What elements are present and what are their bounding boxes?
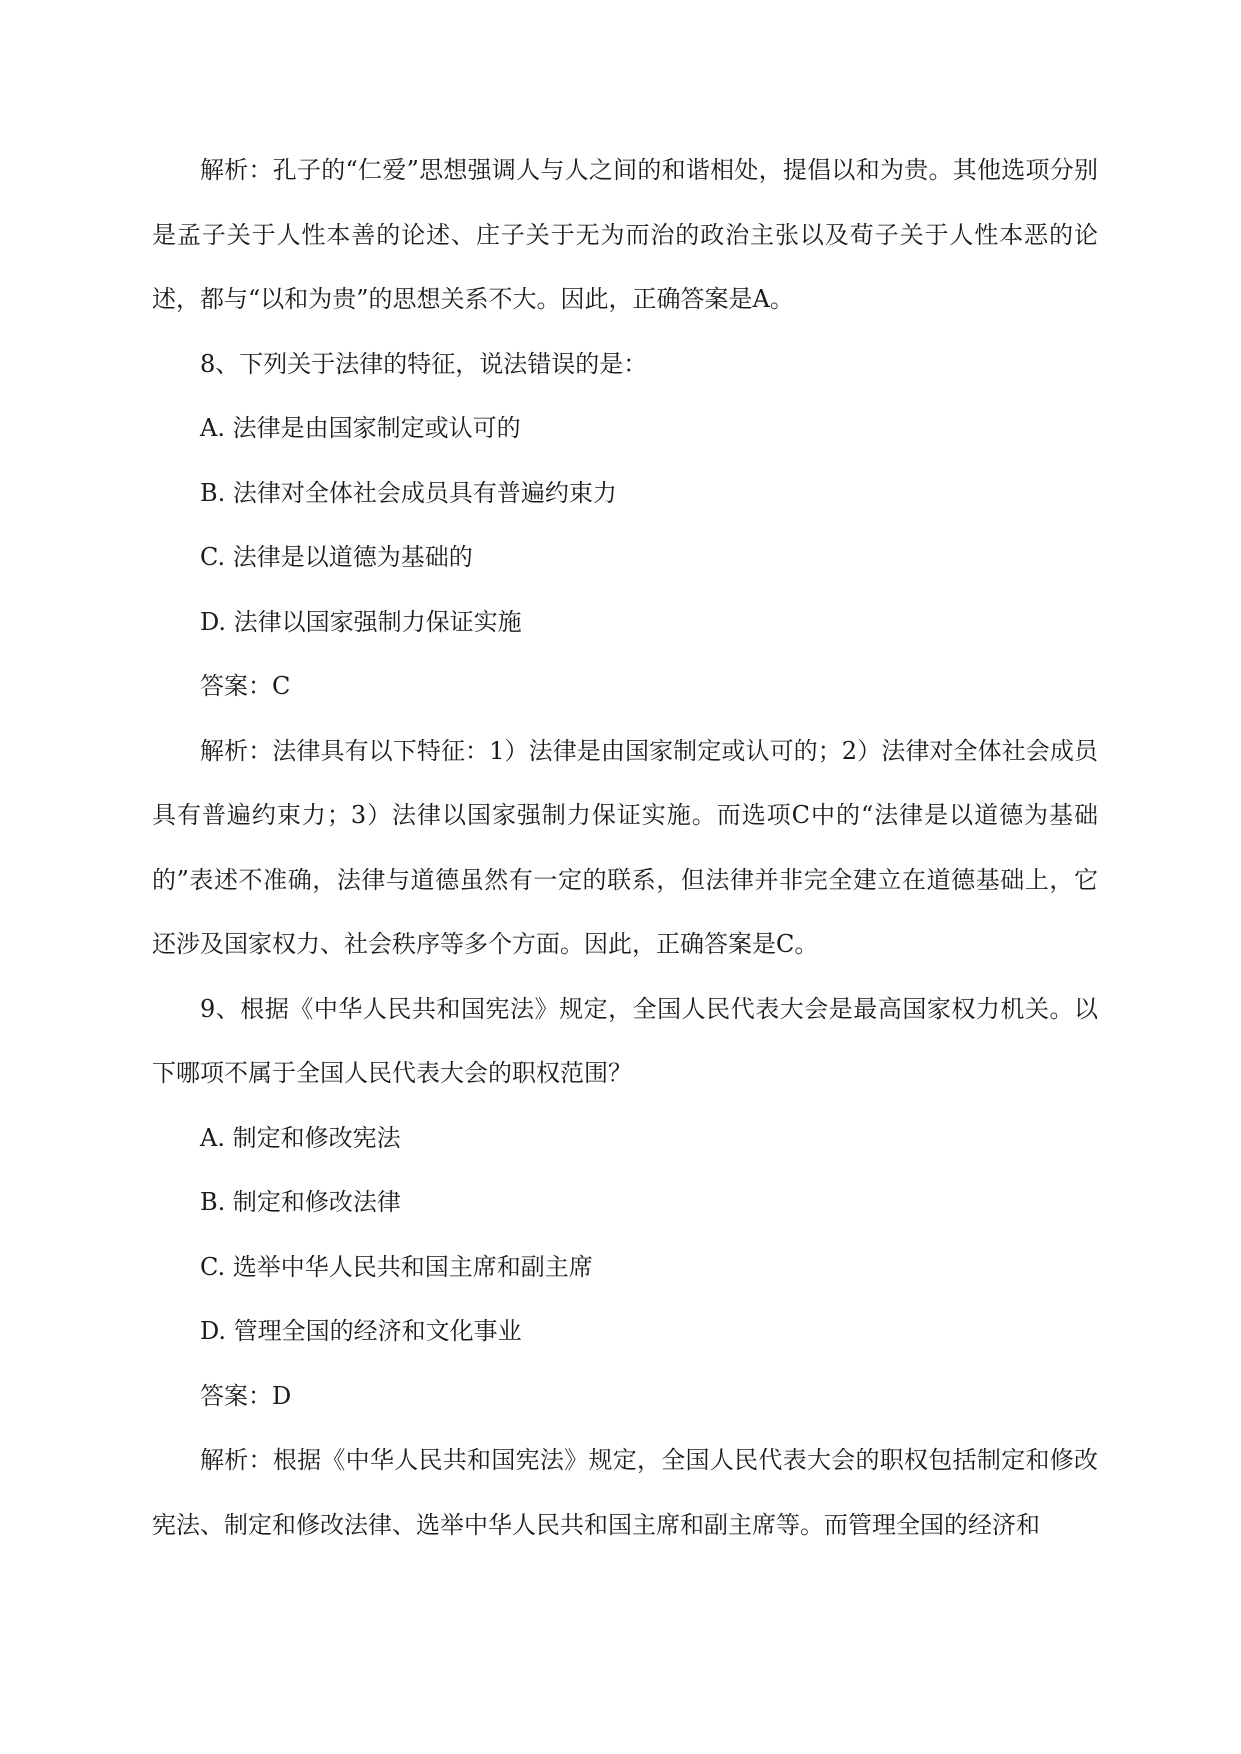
question-9: 9、根据《中华人民共和国宪法》规定，全国人民代表大会是最高国家权力机关。以下哪项不属于全国人民代表大会的职权范围？ <box>152 994 1098 1087</box>
question-8-option-b: B. 法律对全体社会成员具有普遍约束力 <box>200 478 617 507</box>
question-9-answer: 答案：D <box>200 1381 292 1410</box>
question-8-explanation: 解析：法律具有以下特征：1）法律是由国家制定或认可的；2）法律对全体社会成员具有普遍约束力；3）法律以国家强制力保证实施。而选项C中的“法律是以道德为基础的”表述不准确，法律与道德虽然有一定的联系，但法律并非完全建立在道德基础上，它还涉及国家权力、社会秩序等多个方面。因此，正确答案是C。 <box>152 736 1098 958</box>
question-9-option-b: B. 制定和修改法律 <box>200 1188 401 1216</box>
question-9-option-c: C. 选举中华人民共和国主席和副主席 <box>200 1252 593 1281</box>
question-8-option-d: D. 法律以国家强制力保证实施 <box>200 607 522 636</box>
question-9-option-a: A. 制定和修改宪法 <box>200 1123 401 1152</box>
question-8-option-c: C. 法律是以道德为基础的 <box>200 543 473 571</box>
document-page <box>152 138 1098 1557</box>
question-9-option-d: D. 管理全国的经济和文化事业 <box>200 1317 522 1345</box>
question-8-answer: 答案：C <box>200 672 291 700</box>
question-9-explanation: 解析：根据《中华人民共和国宪法》规定，全国人民代表大会的职权包括制定和修改宪法、制定和修改法律、选举中华人民共和国主席和副主席等。而管理全国的经济和 <box>152 1446 1098 1539</box>
question-8-option-a: A. 法律是由国家制定或认可的 <box>200 414 521 442</box>
explanation-paragraph: 解析：孔子的“仁爱”思想强调人与人之间的和谐相处，提倡以和为贵。其他选项分别是孟子关于人性本善的论述、庄子关于无为而治的政治主张以及荀子关于人性本恶的论述，都与“以和为贵”的思想关系不大。因此，正确答案是A。 <box>152 156 1098 313</box>
question-8: 8、下列关于法律的特征，说法错误的是： <box>200 349 648 378</box>
